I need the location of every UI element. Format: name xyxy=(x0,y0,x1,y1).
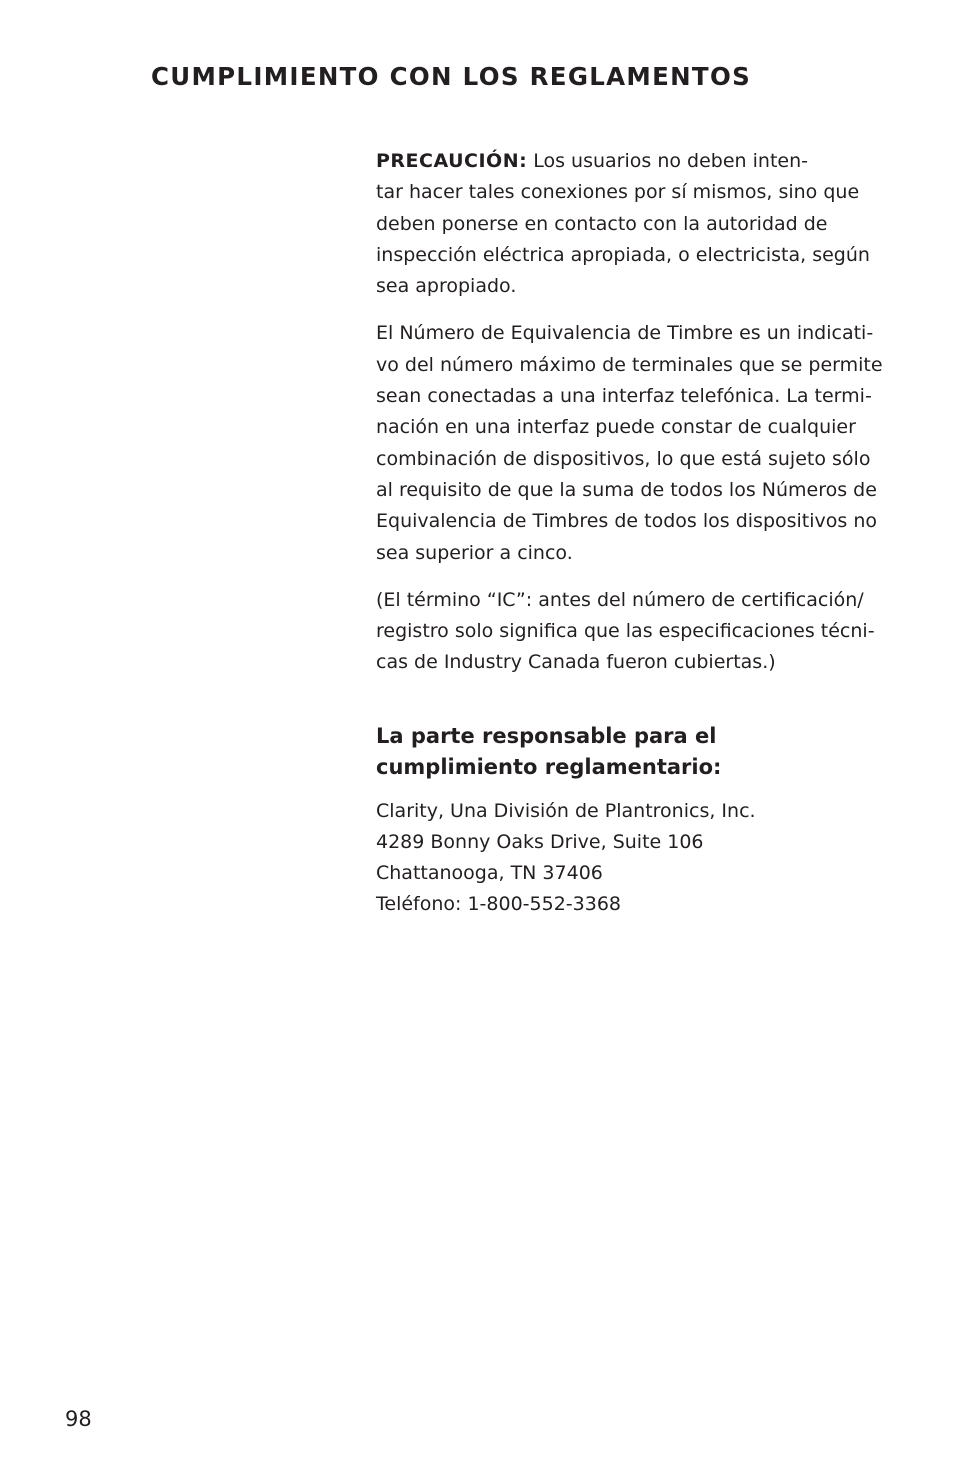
caution-text: Los usuarios no deben inten- xyxy=(527,150,808,172)
main-content xyxy=(376,146,906,920)
responsible-party-heading-line: La parte responsable para el xyxy=(376,723,717,748)
ren-line: sea superior a cinco. xyxy=(376,541,573,564)
ren-line: sean conectadas a una interfaz telefónica. La termi- xyxy=(376,385,872,408)
ic-line: registro solo significa que las especificaciones técni- xyxy=(376,620,875,643)
phone-number: Teléfono: 1-800-552-3368 xyxy=(376,892,621,915)
responsible-party-heading xyxy=(376,721,906,784)
ren-line: El Número de Equivalencia de Timbre es un indicati- xyxy=(376,322,874,345)
ic-paragraph xyxy=(376,585,906,679)
ren-line: combinación de dispositivos, lo que está sujeto sólo xyxy=(376,447,871,470)
ren-line: Equivalencia de Timbres de todos los dispositivos no xyxy=(376,510,878,533)
caution-line: sea apropiado. xyxy=(376,275,517,298)
ren-paragraph xyxy=(376,318,906,568)
responsible-party-address xyxy=(376,796,906,920)
ic-line: cas de Industry Canada fueron cubiertas.) xyxy=(376,651,776,674)
ic-line: (El término “IC”: antes del número de certificación/ xyxy=(376,588,864,611)
street-address: 4289 Bonny Oaks Drive, Suite 106 xyxy=(376,830,704,853)
ren-line: vo del número máximo de terminales que se permite xyxy=(376,353,883,376)
page-title: CUMPLIMIENTO CON LOS REGLAMENTOS xyxy=(151,62,752,91)
caution-line: inspección eléctrica apropiada, o electricista, según xyxy=(376,243,870,266)
city-state-zip: Chattanooga, TN 37406 xyxy=(376,861,603,884)
caution-label: PRECAUCIÓN: xyxy=(376,150,528,172)
caution-line: tar hacer tales conexiones por sí mismos, sino que xyxy=(376,181,860,204)
ren-line: nación en una interfaz puede constar de cualquier xyxy=(376,416,856,439)
ren-line: al requisito de que la suma de todos los Números de xyxy=(376,478,877,501)
responsible-party-heading-line: cumplimiento reglamentario: xyxy=(376,755,722,780)
caution-line: deben ponerse en contacto con la autoridad de xyxy=(376,212,828,235)
caution-line xyxy=(376,146,906,177)
caution-paragraph xyxy=(376,146,906,302)
page-number: 98 xyxy=(65,1407,92,1431)
company-name: Clarity, Una División de Plantronics, Inc. xyxy=(376,799,756,822)
